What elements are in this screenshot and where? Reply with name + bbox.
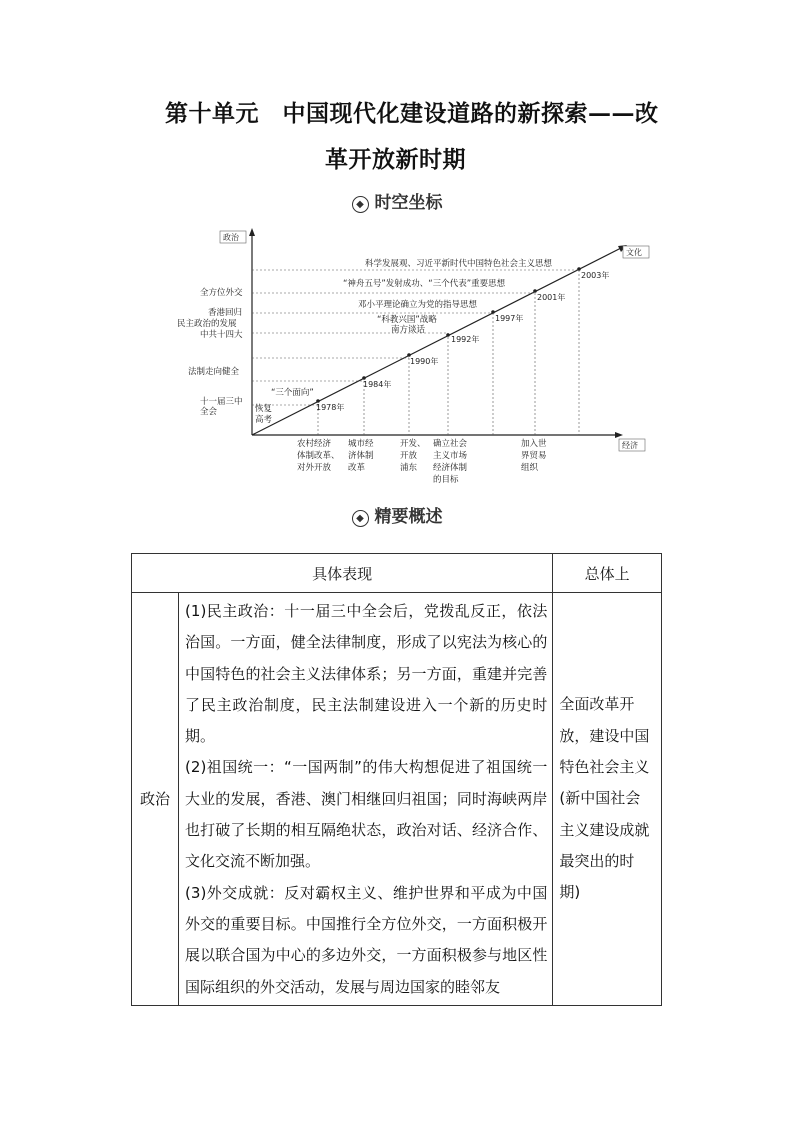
culture-note: 南方谈话 [391,325,426,335]
svg-text:浦东: 浦东 [400,463,418,473]
economy-labels [297,438,547,485]
svg-text:界贸易: 界贸易 [521,451,547,461]
row-label: 政治 [132,593,179,1006]
year-label: 2001年 [537,293,566,302]
unit-title-line2: 革开放新时期 [325,146,466,173]
svg-text:城市经: 城市经 [348,439,374,449]
table-row [132,593,662,1006]
section-heading-timeline-text: 时空坐标 [374,193,443,213]
culture-note: 邓小平理论确立为党的指导思想 [358,300,478,310]
culture-note: “神舟五号”发射成功、“三个代表”重要思想 [343,279,506,289]
x-axis-label: 经济 [622,441,638,450]
year-label: 1990年 [410,357,439,366]
culture-label: 文化 [626,248,642,257]
svg-text:对外开放: 对外开放 [297,463,332,473]
table-header-row [132,554,662,593]
y-axis-label: 政治 [223,233,239,242]
politics-label: 全方位外交 [200,288,243,298]
x-axis-arrow [615,432,623,438]
paragraph-unification: (2)祖国统一：“一国两制”的伟大构想促进了祖国统一大业的发展，香港、澳门相继回归祖国；同时海峡两岸也打破了长期的相互隔绝状态，政治对话、经济合作、文化交流不断加强。 [185,758,548,871]
section-heading-timeline [0,188,794,213]
section-heading-summary [0,502,794,527]
svg-text:开发、: 开发、 [400,439,426,449]
culture-note: “三个面向” [271,388,314,398]
year-label: 1997年 [495,314,524,323]
year-label: 1984年 [363,380,392,389]
svg-text:济体制: 济体制 [348,451,374,461]
paragraph-democracy: (1)民主政治：十一届三中全会后，党拨乱反正，依法治国。一方面，健全法律制度，形成了以宪法为核心的中国特色的社会主义法律体系；另一方面，重建并完善了民主政治制度，民主法制建设进入一个新的历史时期。 [185,602,548,746]
politics-label: 十一届三中 [200,397,243,407]
svg-text:主义市场: 主义市场 [433,451,468,461]
svg-text:农村经济: 农村经济 [297,439,332,449]
timeline-diagram [175,225,655,490]
summary-table [131,553,662,1006]
svg-text:经济体制: 经济体制 [433,463,468,473]
svg-text:加入世: 加入世 [521,439,547,449]
header-main: 具体表现 [132,554,553,593]
svg-text:组织: 组织 [521,463,539,473]
culture-note: “科教兴国”战略 [377,315,437,325]
politics-label: 中共十四大 [200,330,243,340]
svg-text:体制改革、: 体制改革、 [297,451,340,461]
culture-note: 科学发展观、习近平新时代中国特色社会主义思想 [365,259,553,269]
paragraph-diplomacy: (3)外交成就：反对霸权主义、维护世界和平成为中国外交的重要目标。中国推行全方位外交，一方面积极开展以联合国为中心的多边外交，一方面积极参与地区性国际组织的外交活动，发展与周边国家的睦邻友 [185,883,548,996]
politics-label: 法制走向健全 [188,367,240,377]
y-axis-arrow [249,228,255,236]
politics-label: 全会 [200,407,218,417]
inner-label: 恢复 [255,404,273,414]
row-content [179,593,553,1006]
header-total: 总体上 [553,554,662,593]
svg-text:改革: 改革 [348,463,366,473]
culture-diagonal [252,247,623,435]
section-marker-icon: ◆ [352,196,369,213]
svg-text:的目标: 的目标 [433,475,459,485]
politics-label: 香港回归 [208,308,243,318]
year-label: 1992年 [451,335,480,344]
year-label: 2003年 [581,271,610,280]
unit-title-line1: 第十单元 中国现代化建设道路的新探索——改 [165,100,659,127]
svg-text:开放: 开放 [400,451,418,461]
section-heading-summary-text: 精要概述 [374,507,443,527]
section-marker-icon: ◆ [352,510,369,527]
year-label: 1978年 [316,403,345,412]
politics-label: 民主政治的发展 [177,319,237,329]
row-total: 全面改革开放，建设中国特色社会主义(新中国社会主义建设成就最突出的时期) [553,593,662,1006]
svg-text:确立社会: 确立社会 [433,439,468,449]
inner-label: 高考 [255,415,273,425]
